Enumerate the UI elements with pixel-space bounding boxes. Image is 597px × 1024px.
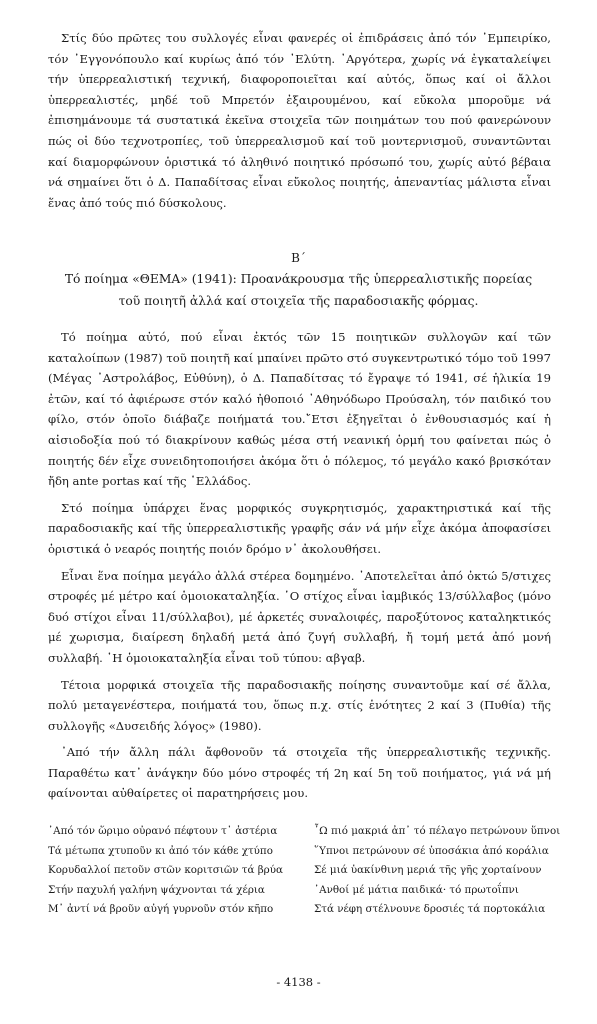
poem-stanza-left (48, 822, 283, 920)
poem-line: Σέ μιά ὑακίνθινη μεριά τῆς γῆς χορταίνουν (314, 864, 542, 877)
poem-stanza-right (314, 822, 560, 920)
section-mark: Β΄ (291, 251, 306, 265)
paragraph-3: Στό ποίημα ὑπάρχει ἕνας μορφικός συγκρητισμός, χαρακτηριστικά καί τῆς παραδοσιακῆς καί τῆς ὑπερρεαλιστικῆς γραφῆς σάν νά μήν εἶχε ἀκόμα ἀποφασίσει ὁριστικά ὁ νεαρός ποιητής ποιόν δρόμο ν᾿ ἀκολουθήσει. (48, 500, 551, 556)
poem-line: ῞Υπνοι πετρώνουν σέ ὑποσάκια ἀπό κοράλια (314, 844, 549, 857)
heading-line-2: τοῦ ποιητῆ ἀλλά καί στοιχεῖα τῆς παραδοσιακῆς φόρμας. (118, 294, 479, 308)
section-heading (40, 268, 557, 312)
paragraph-5: Τέτοια μορφικά στοιχεῖα τῆς παραδοσιακῆς ποίησης συναντοῦμε καί σέ ἄλλα, πολύ μεταγενέστερα, ποιήματά του, ὅπως π.χ. στίς ἑνότητες 2 καί 3 (Πυθία) τῆς συλλογῆς «Δυσειδής λόγος» (1980). (48, 677, 551, 733)
paragraph-4: Εἶναι ἕνα ποίημα μεγάλο ἀλλά στέρεα δομημένο. ᾿Αποτελεῖται ἀπό ὀκτώ 5/στιχες στροφές μέ μέτρο καί ὁμοιοκαταληξία. ῾Ο στίχος εἶναι ἰαμβικός 13/σύλλαβος (μόνο δυό στίχοι εἶναι 11/σύλλαβοι), μέ ἀρκετές συναλοιφές, παροξύτονος καταληκτικός μέ χωρισμα, διαίρεση δηλαδή μετά ἀπό ζυγή συλλαβή, ἤ τομή μετά ἀπό μονή συλλαβή. ῾Η ὁμοιοκαταληξία εἶναι τοῦ τύπου: αβγαβ. (48, 568, 551, 665)
poem-line: Τά μέτωπα χτυποῦν κι ἀπό τόν κάθε χτύπο (48, 844, 273, 857)
text-block-top (48, 28, 551, 213)
poem-line: Μ᾿ ἀντί νά βροῦν αὐγή γυρνοῦν στόν κῆπο (48, 903, 274, 916)
paragraph-6: ᾿Από τήν ἄλλη πάλι ἄφθονοῦν τά στοιχεῖα τῆς ὑπερρεαλιστικῆς τεχνικῆς. Παραθέτω κατ᾿ ἀνάγκην δύο μόνο στροφές τή 2η καί 5η τοῦ ποιήματος, γιά νά μή φαίνονται αὐθαίρετες οἱ παρατηρήσεις μου. (48, 745, 551, 801)
poem-line: Στά νέφη στέλνουνε δροσιές τά πορτοκάλια (314, 903, 546, 916)
paragraph-1: Στίς δύο πρῶτες του συλλογές εἶναι φανερές οἱ ἐπιδράσεις ἀπό τόν ᾿Εμπειρίκο, τόν ᾿Εγγονόπουλο καί κυρίως ἀπό τόν ᾿Ελύτη. ᾿Αργότερα, χωρίς νά ἐγκαταλείψει τήν ὑπερρεαλιστική τεχνική, διαφοροποιεῖται καί αὐτός, ὅπως καί οἱ ἄλλοι ὑπερρεαλιστές, μηδέ τοῦ Μπρετόν ἐξαιρουμένου, καί εὔκολα μποροῦμε νά ἐπισημάνουμε τά συστατικά ἐκεῖνα στοιχεῖα τῶν ποιημάτων του πού φανερώνουν πώς οἱ δύο τεχνοτροπίες, τοῦ ὑπερρεαλισμοῦ καί τοῦ μοντερνισμοῦ, συναντῶνται καί διαμορφώνουν ὁριστικά τό ἀληθινό ποιητικό πρόσωπό του, χωρίς αὐτό βέβαια νά σημαίνει ὅτι ὁ Δ. Παπαδίτσας εἶναι εὔκολος ποιητής, ἀπεναντίας μάλιστα εἶναι ἕνας ἀπό τούς πιό δύσκολους. (48, 31, 551, 210)
poem-line: ᾿Από τόν ὥριμο οὐρανό πέφτουν τ᾿ ἀστέρια (48, 825, 278, 837)
poem-line: Κορυδαλλοί πετοῦν στῶν κοριτσιῶν τά βρύα (48, 864, 283, 877)
heading-line-1: Τό ποίημα «ΘΕΜΑ» (1941): Προανάκρουσμα τῆς ὑπερρεαλιστικῆς πορείας (64, 272, 533, 286)
poem-line: ᾿Ανθοί μέ μάτια παιδικά· τό πρωτοΐπνι (314, 883, 519, 896)
text-block-body (48, 327, 551, 804)
poem-line: ῏Ω πιό μακριά ἀπ᾿ τό πέλαγο πετρώνουν ὕπνοι (314, 825, 561, 837)
poem-line: Στήν παχυλή γαλήνη ψάχνονται τά χέρια (48, 883, 265, 896)
page-number: - 4138 - (276, 975, 321, 989)
paragraph-2: Τό ποίημα αὐτό, πού εἶναι ἐκτός τῶν 15 ποιητικῶν συλλογῶν καί τῶν καταλοίπων (1987) τοῦ ποιητῆ καί μπαίνει πρῶτο στό συγκεντρωτικό τόμο τοῦ 1997 (Μέγας ᾿Αστρολάβος, Εὐθύνη), ὁ Δ. Παπαδίτσας τό ἔγραψε τό 1941, σέ ἡλικία 19 ἐτῶν, καί τό ἀφιέρωσε στόν καλό ἠθοποιό ᾿Αθηνόδωρο Προύσαλη, τόν παιδικό του φίλο, στόν ὁποῖο διάβαζε ποιήματά του.῎Ετσι ἐξηγεῖται ὁ ἐνθουσιασμός καί ἡ αἰσιοδοξία πού τό διακρίνουν καθώς μέσα στή νεανική ὁρμή του φαίνεται πώς ὁ ποιητής δέν εἶχε συνειδητοποιήσει ἀκόμα ὅτι ὁ πόλεμος, τό μεγάλο κακό βρισκόταν ἤδη ante portas καί τῆς ῾Ελλάδος. (48, 330, 551, 489)
